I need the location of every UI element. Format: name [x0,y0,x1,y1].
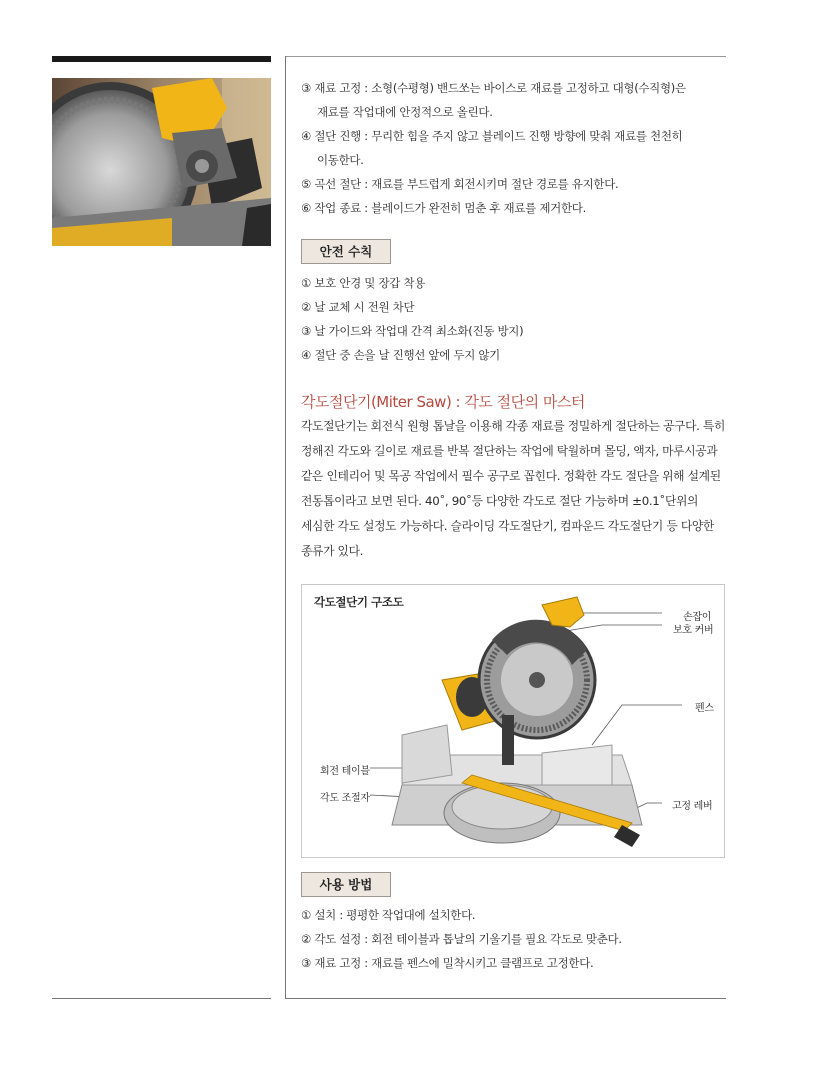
paragraph-line: 같은 인테리어 및 목공 작업에서 필수 공구로 꼽힌다. 정확한 각도 절단을 위해 설계된 [301,469,721,483]
label-lock-lever: 고정 레버 [672,801,713,812]
structure-diagram [301,584,725,858]
label-turntable: 회전 테이블 [320,766,370,777]
diagram-title: 각도절단기 구조도 [314,595,404,609]
usage-list [301,903,721,975]
label-angle-adjuster: 각도 조절자 [320,793,370,804]
safety-item: ② 날 교체 시 전원 차단 [301,300,415,314]
usage-item: ③ 재료 고정 : 재료를 펜스에 밀착시키고 클램프로 고정한다. [301,956,594,970]
usage-tag: 사용 방법 [301,872,391,897]
paragraph-line: 세심한 각도 설정도 가능하다. 슬라이딩 각도절단기, 컴파운드 각도절단기 등 다양한 [301,519,714,533]
safety-item: ③ 날 가이드와 작업대 간격 최소화(진동 방지) [301,324,524,338]
safety-item: ① 보호 안경 및 장갑 착용 [301,276,426,290]
safety-list [301,271,721,367]
safety-item: ④ 절단 중 손을 날 진행선 앞에 두지 않기 [301,348,500,362]
label-handle: 손잡이 [683,612,712,623]
usage-item: ① 설치 : 평평한 작업대에 설치한다. [301,908,476,922]
step-4-line-2: 이동한다. [317,153,364,167]
paragraph-line: 종류가 있다. [301,544,364,558]
section-heading: 각도절단기(Miter Saw) : 각도 절단의 마스터 [301,393,585,411]
safety-tag: 안전 수칙 [301,239,391,264]
bottom-rule [286,998,726,999]
label-fence: 펜스 [695,703,714,714]
miter-saw-illustration [302,585,726,859]
top-accent-bar [52,56,271,62]
usage-item: ② 각도 설정 : 회전 테이블과 톱날의 기울기를 필요 각도로 맞춘다. [301,932,622,946]
step-4-line-1: ④ 절단 진행 : 무리한 힘을 주지 않고 블레이드 진행 방향에 맞춰 재료를 천천히 [301,129,683,143]
step-5: ⑤ 곡선 절단 : 재료를 부드럽게 회전시키며 절단 경로를 유지한다. [301,177,619,191]
left-bottom-rule [52,998,271,999]
paragraph-line: 정해진 각도와 길이로 재료를 반복 절단하는 작업에 탁월하며 몰딩, 액자, 마루시공과 [301,444,718,458]
top-rule [286,56,726,57]
column-divider [285,56,286,999]
paragraph-line: 각도절단기는 회전식 원형 톱날을 이용해 각종 재료를 정밀하게 절단하는 공구다. 특히 [301,419,726,433]
step-6: ⑥ 작업 종료 : 블레이드가 완전히 멈춘 후 재료를 제거한다. [301,201,586,215]
label-guard: 보호 커버 [673,625,714,636]
step-3-line-2: 재료를 작업대에 안정적으로 올린다. [317,105,493,119]
step-3-line-1: ③ 재료 고정 : 소형(수평형) 밴드쏘는 바이스로 재료를 고정하고 대형(수직형)은 [301,81,686,95]
steps-list [301,76,721,220]
paragraph-line: 전동톱이라고 보면 된다. 40˚, 90˚등 다양한 각도로 절단 가능하며 ±0.1˚단위의 [301,494,699,508]
miter-saw-photo [52,78,271,246]
section-paragraph [301,414,725,564]
